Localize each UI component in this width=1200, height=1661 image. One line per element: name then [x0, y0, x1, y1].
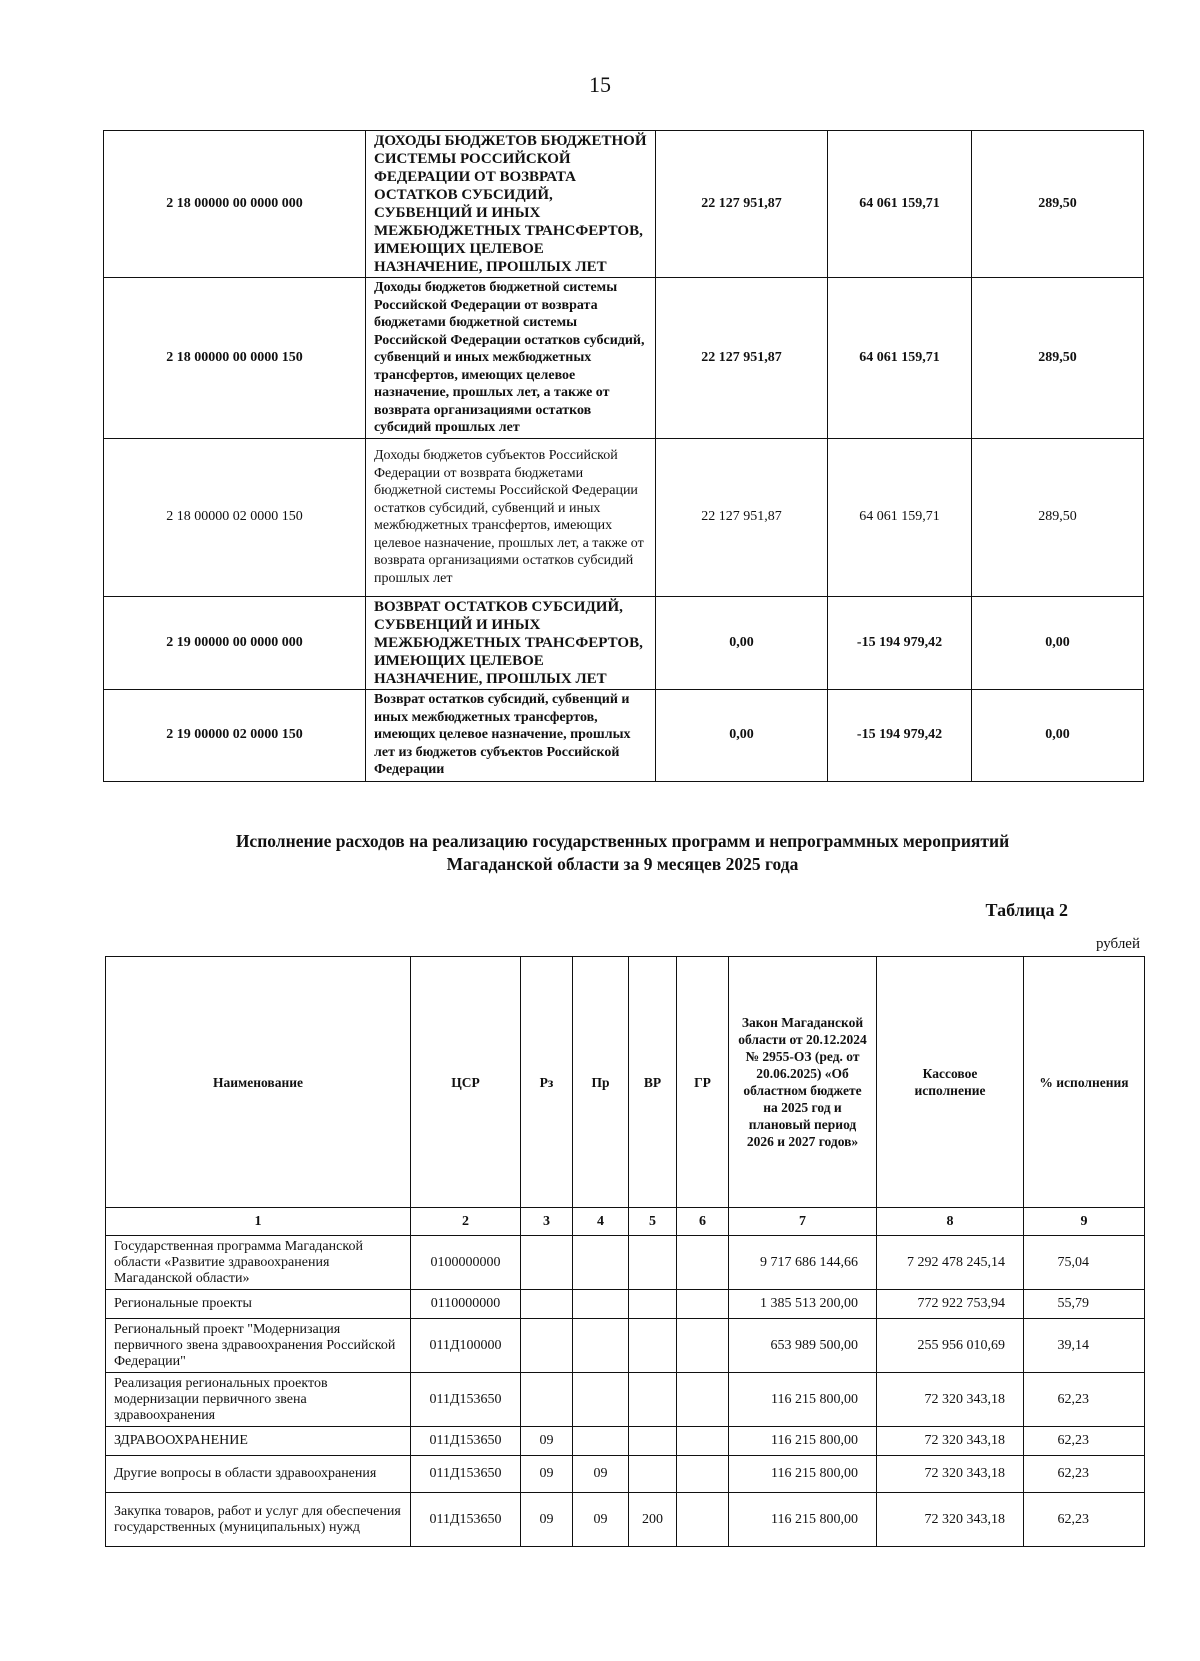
row-law: 116 215 800,00: [729, 1456, 877, 1493]
row-name: Реализация региональных проектов модернизации первичного звена здравоохранения: [106, 1373, 411, 1427]
section-title-line-2: Магаданской области за 9 месяцев 2025 года: [446, 854, 799, 874]
income-description: ДОХОДЫ БЮДЖЕТОВ БЮДЖЕТНОЙ СИСТЕМЫ РОССИЙСКОЙ ФЕДЕРАЦИИ ОТ ВОЗВРАТА ОСТАТКОВ СУБСИДИЙ, СУБВЕНЦИЙ И ИНЫХ МЕЖБЮДЖЕТНЫХ ТРАНСФЕРТОВ, ИМЕЮЩИХ ЦЕЛЕВОЕ НАЗНАЧЕНИЕ, ПРОШЛЫХ ЛЕТ: [366, 131, 656, 278]
row-cash: 772 922 753,94: [877, 1290, 1024, 1319]
table-row: [106, 1493, 1145, 1547]
row-pr: [573, 1319, 629, 1373]
column-number-row: [106, 1208, 1145, 1236]
row-vr: [629, 1290, 677, 1319]
income-actual: 64 061 159,71: [828, 438, 972, 596]
header-vr: ВР: [629, 957, 677, 1208]
row-name: Региональные проекты: [106, 1290, 411, 1319]
income-plan: 0,00: [656, 689, 828, 781]
income-percent: 289,50: [972, 438, 1144, 596]
row-csr: 011Д100000: [411, 1319, 521, 1373]
row-csr: 0100000000: [411, 1236, 521, 1290]
row-cash: 7 292 478 245,14: [877, 1236, 1024, 1290]
row-pr: 09: [573, 1456, 629, 1493]
header-rz: Рз: [521, 957, 573, 1208]
page-number: 15: [589, 72, 611, 97]
header-gr: ГР: [677, 957, 729, 1208]
row-gr: [677, 1319, 729, 1373]
income-code: 2 19 00000 02 0000 150: [104, 689, 366, 781]
row-name: Другие вопросы в области здравоохранения: [106, 1456, 411, 1493]
row-pct: 75,04: [1024, 1236, 1145, 1290]
table-row: [104, 278, 1144, 439]
income-code: 2 19 00000 00 0000 000: [104, 596, 366, 689]
table-row: [106, 1373, 1145, 1427]
row-rz: [521, 1319, 573, 1373]
income-description: ВОЗВРАТ ОСТАТКОВ СУБСИДИЙ, СУБВЕНЦИЙ И ИНЫХ МЕЖБЮДЖЕТНЫХ ТРАНСФЕРТОВ, ИМЕЮЩИХ ЦЕЛЕВОЕ НАЗНАЧЕНИЕ, ПРОШЛЫХ ЛЕТ: [366, 596, 656, 689]
row-law: 116 215 800,00: [729, 1427, 877, 1456]
income-percent: 289,50: [972, 131, 1144, 278]
column-number: 3: [521, 1208, 573, 1236]
income-plan: 22 127 951,87: [656, 438, 828, 596]
column-number: 2: [411, 1208, 521, 1236]
row-cash: 72 320 343,18: [877, 1427, 1024, 1456]
row-cash: 72 320 343,18: [877, 1456, 1024, 1493]
section-title-line-1: Исполнение расходов на реализацию государственных программ и непрограммных мероприятий: [235, 831, 1010, 851]
row-pr: [573, 1236, 629, 1290]
row-law: 9 717 686 144,66: [729, 1236, 877, 1290]
row-rz: 09: [521, 1493, 573, 1547]
row-pct: 62,23: [1024, 1373, 1145, 1427]
table-row: [104, 438, 1144, 596]
income-percent: 289,50: [972, 278, 1144, 439]
income-code: 2 18 00000 02 0000 150: [104, 438, 366, 596]
units-label: рублей: [1095, 936, 1140, 952]
row-pr: [573, 1427, 629, 1456]
row-gr: [677, 1236, 729, 1290]
income-percent: 0,00: [972, 596, 1144, 689]
row-law: 116 215 800,00: [729, 1373, 877, 1427]
income-actual: 64 061 159,71: [828, 131, 972, 278]
row-vr: [629, 1319, 677, 1373]
header-name: Наименование: [106, 957, 411, 1208]
header-law: Закон Магаданской области от 20.12.2024 № 2955-ОЗ (ред. от 20.06.2025) «Об областном бюджете на 2025 год и плановый период 2026 и 2027 годов»: [729, 957, 877, 1208]
income-description: Доходы бюджетов субъектов Российской Федерации от возврата бюджетами бюджетной системы Российской Федерации остатков субсидий, субвенций и иных межбюджетных трансфертов, имеющих целевое назначение, прошлых лет, а также от возврата организациями остатков субсидий прошлых лет: [366, 438, 656, 596]
table-row: [106, 1456, 1145, 1493]
row-vr: [629, 1427, 677, 1456]
table-row: [106, 1290, 1145, 1319]
row-pr: [573, 1373, 629, 1427]
header-row: [106, 957, 1145, 1208]
table-row: [104, 689, 1144, 781]
income-code: 2 18 00000 00 0000 000: [104, 131, 366, 278]
table-row: [106, 1319, 1145, 1373]
row-law: 1 385 513 200,00: [729, 1290, 877, 1319]
column-number: 1: [106, 1208, 411, 1236]
income-plan: 22 127 951,87: [656, 131, 828, 278]
column-number: 6: [677, 1208, 729, 1236]
income-plan: 0,00: [656, 596, 828, 689]
column-number: 8: [877, 1208, 1024, 1236]
income-actual: -15 194 979,42: [828, 596, 972, 689]
row-rz: [521, 1236, 573, 1290]
row-gr: [677, 1427, 729, 1456]
row-vr: 200: [629, 1493, 677, 1547]
row-name: Государственная программа Магаданской области «Развитие здравоохранения Магаданской области»: [106, 1236, 411, 1290]
header-csr: ЦСР: [411, 957, 521, 1208]
row-rz: [521, 1373, 573, 1427]
income-plan: 22 127 951,87: [656, 278, 828, 439]
column-number: 5: [629, 1208, 677, 1236]
row-pct: 39,14: [1024, 1319, 1145, 1373]
income-code: 2 18 00000 00 0000 150: [104, 278, 366, 439]
row-csr: 011Д153650: [411, 1373, 521, 1427]
row-law: 653 989 500,00: [729, 1319, 877, 1373]
table-label: Таблица 2: [985, 900, 1068, 920]
row-name: ЗДРАВООХРАНЕНИЕ: [106, 1427, 411, 1456]
expense-table: [105, 956, 1145, 1547]
income-description: Возврат остатков субсидий, субвенций и иных межбюджетных трансфертов, имеющих целевое назначение, прошлых лет из бюджетов субъектов Российской Федерации: [366, 689, 656, 781]
row-law: 116 215 800,00: [729, 1493, 877, 1547]
table-row: [106, 1427, 1145, 1456]
income-actual: 64 061 159,71: [828, 278, 972, 439]
row-gr: [677, 1373, 729, 1427]
column-number: 7: [729, 1208, 877, 1236]
row-vr: [629, 1373, 677, 1427]
row-csr: 011Д153650: [411, 1493, 521, 1547]
row-pr: [573, 1290, 629, 1319]
row-name: Закупка товаров, работ и услуг для обеспечения государственных (муниципальных) нужд: [106, 1493, 411, 1547]
income-percent: 0,00: [972, 689, 1144, 781]
row-csr: 011Д153650: [411, 1456, 521, 1493]
row-pct: 62,23: [1024, 1427, 1145, 1456]
header-pr: Пр: [573, 957, 629, 1208]
row-cash: 72 320 343,18: [877, 1493, 1024, 1547]
table-row: [104, 596, 1144, 689]
row-pct: 62,23: [1024, 1493, 1145, 1547]
row-name: Региональный проект "Модернизация первичного звена здравоохранения Российской Федерации": [106, 1319, 411, 1373]
row-pct: 62,23: [1024, 1456, 1145, 1493]
row-csr: 011Д153650: [411, 1427, 521, 1456]
header-pct: % исполнения: [1024, 957, 1145, 1208]
section-title: [100, 830, 1145, 876]
row-pr: 09: [573, 1493, 629, 1547]
row-gr: [677, 1456, 729, 1493]
income-actual: -15 194 979,42: [828, 689, 972, 781]
row-csr: 0110000000: [411, 1290, 521, 1319]
row-rz: [521, 1290, 573, 1319]
income-description: Доходы бюджетов бюджетной системы Российской Федерации от возврата бюджетами бюджетной системы Российской Федерации остатков субсидий, субвенций и иных межбюджетных трансфертов, имеющих целевое назначение, прошлых лет, а также от возврата организациями остатков субсидий прошлых лет: [366, 278, 656, 439]
row-rz: 09: [521, 1456, 573, 1493]
row-pct: 55,79: [1024, 1290, 1145, 1319]
row-gr: [677, 1493, 729, 1547]
row-vr: [629, 1236, 677, 1290]
column-number: 9: [1024, 1208, 1145, 1236]
row-cash: 255 956 010,69: [877, 1319, 1024, 1373]
row-gr: [677, 1290, 729, 1319]
row-rz: 09: [521, 1427, 573, 1456]
row-cash: 72 320 343,18: [877, 1373, 1024, 1427]
row-vr: [629, 1456, 677, 1493]
table-row: [106, 1236, 1145, 1290]
table-row: [104, 131, 1144, 278]
income-table: [103, 130, 1144, 782]
column-number: 4: [573, 1208, 629, 1236]
header-cash: Кассовое исполнение: [877, 957, 1024, 1208]
